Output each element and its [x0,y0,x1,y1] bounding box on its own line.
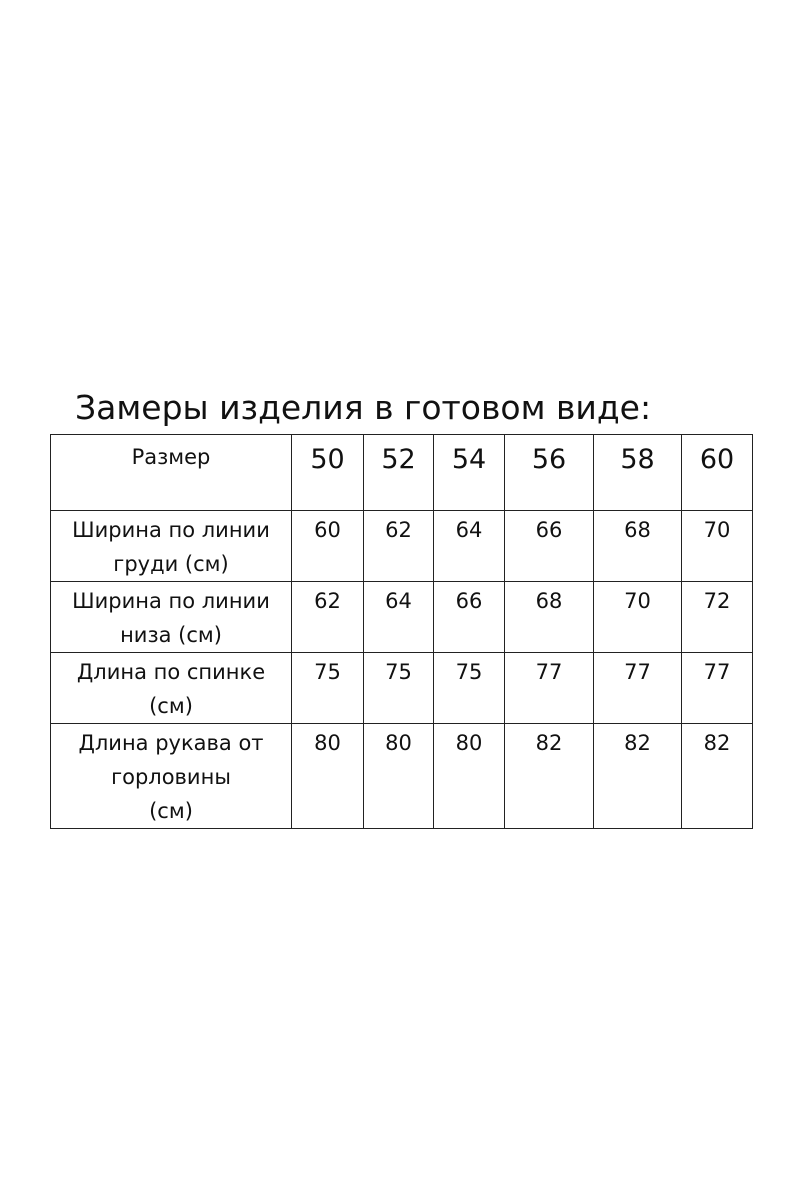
size-chart-table [50,434,753,829]
value-cell: 77 [594,653,682,724]
value-cell: 82 [682,724,753,829]
value-cell: 68 [594,511,682,582]
value-cell: 75 [434,653,505,724]
value-cell: 80 [364,724,434,829]
value-cell: 66 [434,582,505,653]
header-size-cell: 52 [364,435,434,511]
table-row [51,511,753,582]
value-cell: 77 [682,653,753,724]
value-cell: 68 [505,582,594,653]
value-cell: 62 [292,582,364,653]
header-size-cell: 60 [682,435,753,511]
header-size-cell: 56 [505,435,594,511]
table-header-row [51,435,753,511]
table-row [51,582,753,653]
value-cell: 77 [505,653,594,724]
value-cell: 64 [364,582,434,653]
value-cell: 80 [292,724,364,829]
value-cell: 82 [505,724,594,829]
value-cell: 60 [292,511,364,582]
value-cell: 82 [594,724,682,829]
header-size-cell: 58 [594,435,682,511]
value-cell: 70 [594,582,682,653]
value-cell: 70 [682,511,753,582]
row-label-cell: Ширина по линии груди (см) [51,511,292,582]
value-cell: 80 [434,724,505,829]
value-cell: 62 [364,511,434,582]
value-cell: 66 [505,511,594,582]
row-label-cell: Длина рукава от горловины (см) [51,724,292,829]
value-cell: 64 [434,511,505,582]
row-label-cell: Ширина по линии низа (см) [51,582,292,653]
row-label-cell: Длина по спинке (см) [51,653,292,724]
header-label-cell: Размер [51,435,292,511]
header-size-cell: 54 [434,435,505,511]
value-cell: 75 [292,653,364,724]
table-row [51,653,753,724]
value-cell: 75 [364,653,434,724]
header-size-cell: 50 [292,435,364,511]
page-title: Замеры изделия в готовом виде: [75,388,652,427]
table-row [51,724,753,829]
value-cell: 72 [682,582,753,653]
